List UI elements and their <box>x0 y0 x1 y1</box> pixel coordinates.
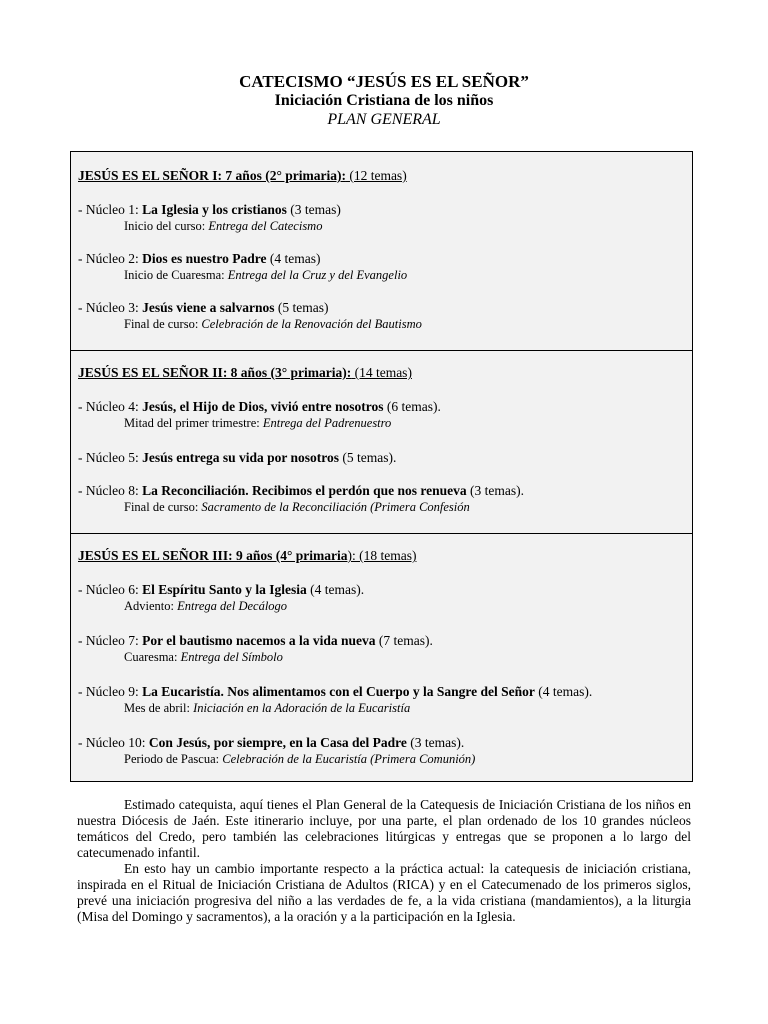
document-title-block <box>0 72 768 129</box>
nucleo-10: - Núcleo 10: Con Jesús, por siempre, en la Casa del Padre (3 temas). <box>78 735 465 750</box>
nucleo-9-celebration: Mes de abril: Iniciación en la Adoración de la Eucaristía <box>124 701 411 715</box>
section-heading: JESÚS ES EL SEÑOR III: 9 años (4° primaria): (18 temas) <box>78 548 417 563</box>
nucleo-8-celebration: Final de curso: Sacramento de la Reconciliación (Primera Confesión <box>124 500 470 514</box>
nucleo-5: - Núcleo 5: Jesús entrega su vida por nosotros (5 temas). <box>78 450 397 465</box>
nucleo-4-celebration: Mitad del primer trimestre: Entrega del Padrenuestro <box>124 416 392 430</box>
nucleo-3-celebration: Final de curso: Celebración de la Renovación del Bautismo <box>124 317 422 331</box>
paragraph-1: Estimado catequista, aquí tienes el Plan General de la Catequesis de Iniciación Cristiana de los niños en nuestra Diócesis de Jaén. Este itinerario incluye, por una parte, el plan ordenado de los 10 grandes núcleos temáticos del Credo, pero también las celebraciones litúrgicas y entregas que se proponen a lo largo del catecumenado infantil. <box>77 797 691 860</box>
nucleo-6-celebration: Adviento: Entrega del Decálogo <box>124 599 288 613</box>
nucleo-7-celebration: Cuaresma: Entrega del Símbolo <box>124 650 283 664</box>
nucleo-2: - Núcleo 2: Dios es nuestro Padre (4 temas) <box>78 251 321 266</box>
paragraph-2: En esto hay un cambio importante respecto a la práctica actual: la catequesis de iniciación cristiana, inspirada en el Ritual de Iniciación Cristiana de Adultos (RICA) y en el Catecumenado de los primeros siglos, prevé una iniciación progresiva del niño a las verdades de fe, a la vida cristiana (mandamientos), a la liturgia (Misa del Domingo y sacramentos), a la oración y a la participación en la Iglesia. <box>77 861 691 924</box>
section-heading: JESÚS ES EL SEÑOR II: 8 años (3° primaria): (14 temas) <box>78 365 412 380</box>
section-8-anos <box>71 350 692 533</box>
plan-general-box <box>70 151 693 782</box>
introduction-text <box>77 797 691 925</box>
nucleo-1: - Núcleo 1: La Iglesia y los cristianos (3 temas) <box>78 202 341 217</box>
nucleo-4: - Núcleo 4: Jesús, el Hijo de Dios, vivió entre nosotros (6 temas). <box>78 399 441 414</box>
catechism-title: CATECISMO “JESÚS ES EL SEÑOR” <box>239 72 529 91</box>
section-9-anos <box>71 533 692 781</box>
nucleo-3: - Núcleo 3: Jesús viene a salvarnos (5 temas) <box>78 300 329 315</box>
section-heading: JESÚS ES EL SEÑOR I: 7 años (2° primaria): (12 temas) <box>78 168 407 183</box>
nucleo-7: - Núcleo 7: Por el bautismo nacemos a la vida nueva (7 temas). <box>78 633 433 648</box>
nucleo-6: - Núcleo 6: El Espíritu Santo y la Iglesia (4 temas). <box>78 582 365 597</box>
plan-general-label: PLAN GENERAL <box>327 111 441 128</box>
section-7-anos <box>71 152 692 350</box>
nucleo-2-celebration: Inicio de Cuaresma: Entrega del la Cruz y del Evangelio <box>124 268 408 282</box>
nucleo-10-celebration: Periodo de Pascua: Celebración de la Eucaristía (Primera Comunión) <box>124 752 476 766</box>
nucleo-8: - Núcleo 8: La Reconciliación. Recibimos el perdón que nos renueva (3 temas). <box>78 483 524 498</box>
catechism-subtitle: Iniciación Cristiana de los niños <box>274 92 494 109</box>
nucleo-1-celebration: Inicio del curso: Entrega del Catecismo <box>124 219 323 233</box>
nucleo-9: - Núcleo 9: La Eucaristía. Nos alimentamos con el Cuerpo y la Sangre del Señor (4 temas). <box>78 684 593 699</box>
